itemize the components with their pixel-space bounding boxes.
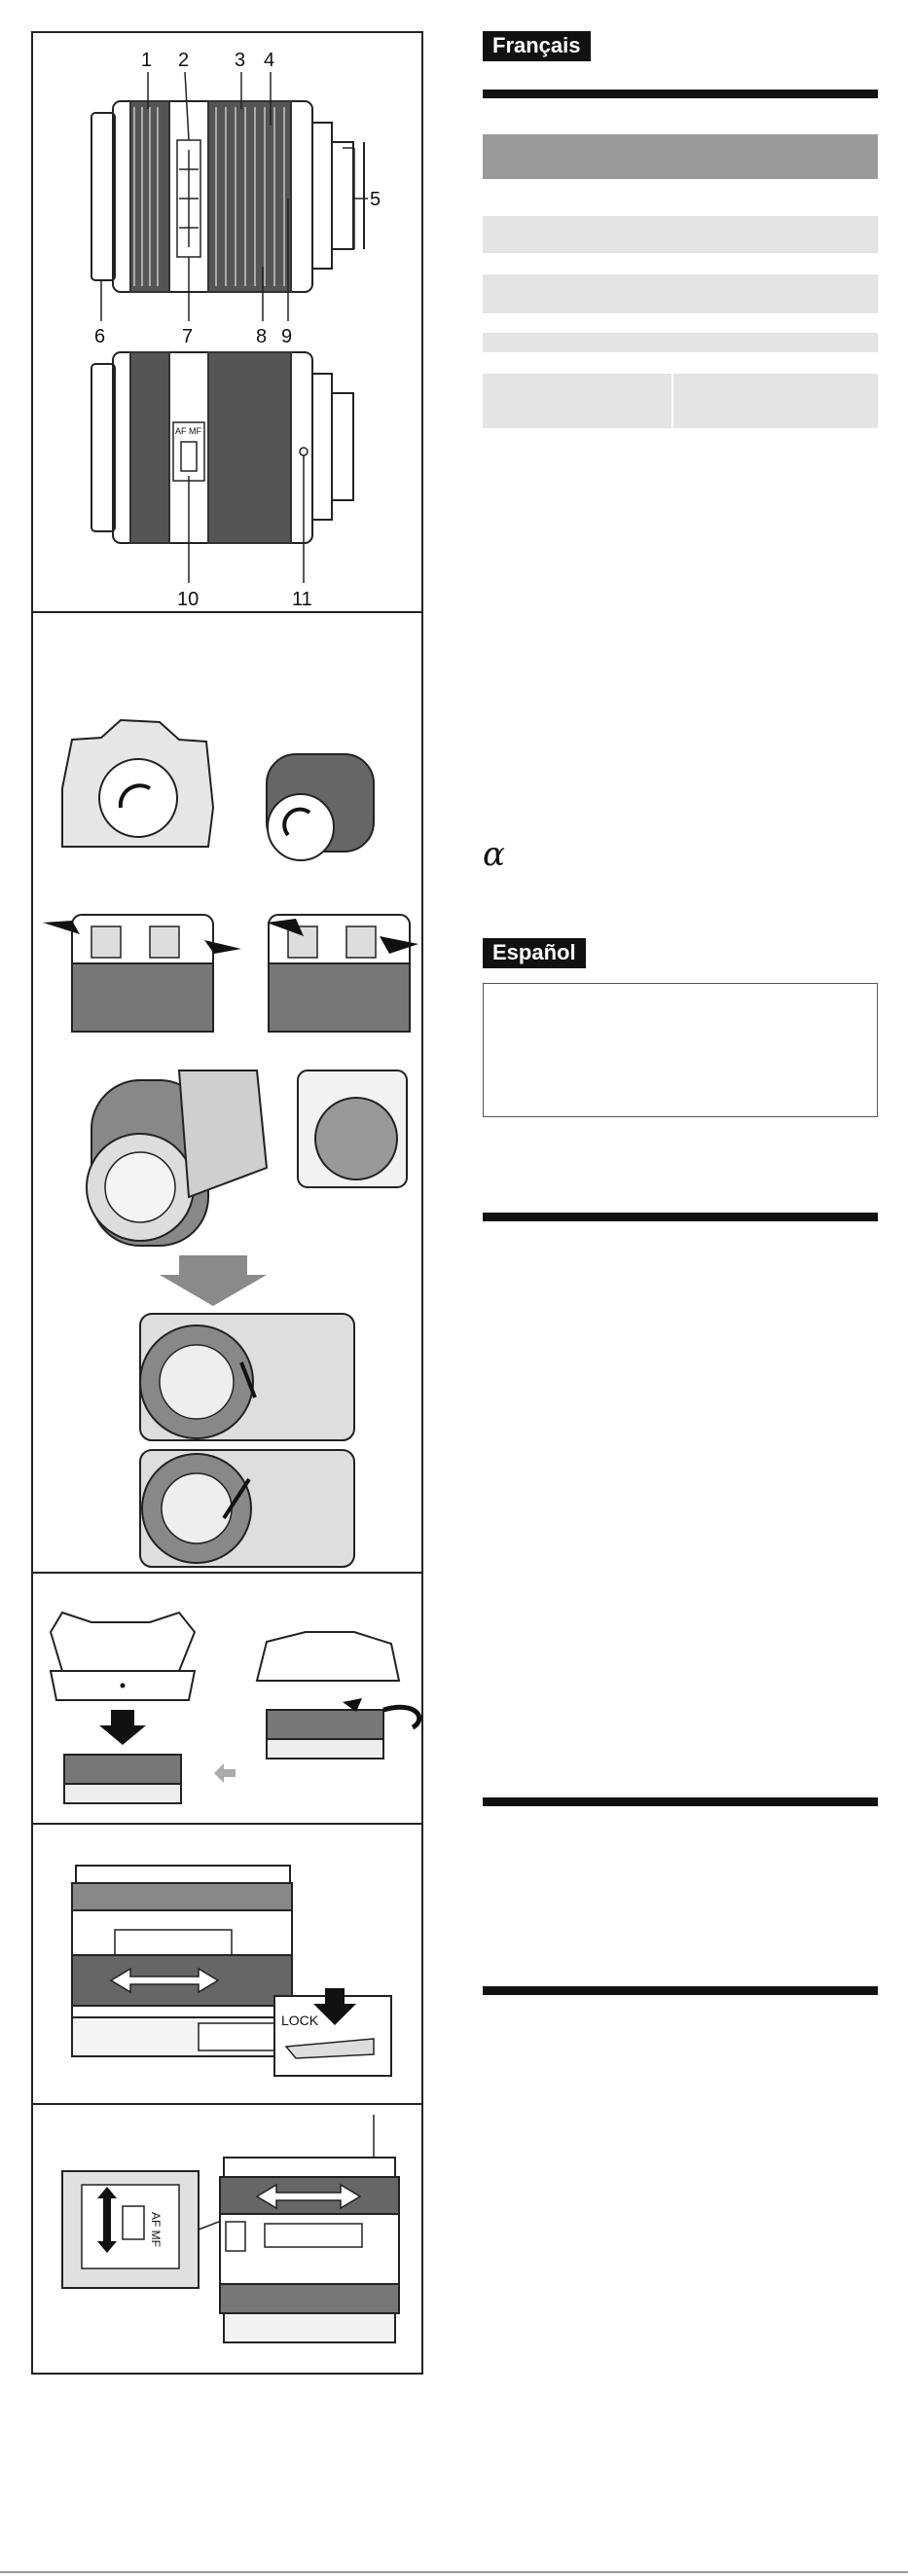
- callout-1: 1: [141, 50, 153, 71]
- hood-diagram: [33, 1574, 421, 1825]
- zoom-lock-diagram: [33, 1825, 421, 2105]
- callout-11: 11: [292, 589, 312, 610]
- callout-9: 9: [281, 326, 293, 347]
- callout-2: 2: [178, 50, 190, 71]
- figure-column: [31, 31, 423, 2375]
- section-rule: [483, 1986, 878, 1995]
- lock-label: LOCK: [281, 2013, 319, 2028]
- table-header-shade: [483, 134, 878, 179]
- callout-10: 10: [177, 589, 200, 610]
- notice-box: [483, 983, 878, 1117]
- section-rule: [483, 1797, 878, 1806]
- callout-3: 3: [235, 50, 246, 71]
- figure-af-mf: [33, 2105, 421, 2373]
- callout-8: 8: [256, 326, 268, 347]
- section-rule: [483, 1213, 878, 1221]
- table-row-shade: [483, 216, 878, 253]
- table-divider: [672, 374, 673, 428]
- lens-parts-diagram: [33, 33, 421, 613]
- section-rule: [483, 90, 878, 98]
- language-badge-french: Français: [483, 31, 591, 61]
- callout-6: 6: [94, 326, 106, 347]
- af-mf-switch-label: AF MF: [175, 426, 201, 436]
- footer-line: [0, 2571, 908, 2573]
- alpha-symbol: α: [483, 835, 505, 874]
- callout-5: 5: [370, 189, 381, 210]
- figure-mounting: [33, 613, 421, 1574]
- figure-lens-parts: [33, 33, 421, 613]
- table-row-shade: [483, 333, 878, 352]
- af-mf-diagram: [33, 2105, 421, 2373]
- table-row-shade: [483, 274, 878, 313]
- callout-7: 7: [182, 326, 194, 347]
- figure-zoom-lock: [33, 1825, 421, 2105]
- language-badge-spanish: Español: [483, 938, 586, 968]
- callout-4: 4: [264, 50, 275, 71]
- af-mf-label: AF MF: [149, 2212, 163, 2247]
- table-row-shade: [483, 374, 878, 428]
- figure-hood: [33, 1574, 421, 1825]
- mounting-diagram: [33, 613, 421, 1574]
